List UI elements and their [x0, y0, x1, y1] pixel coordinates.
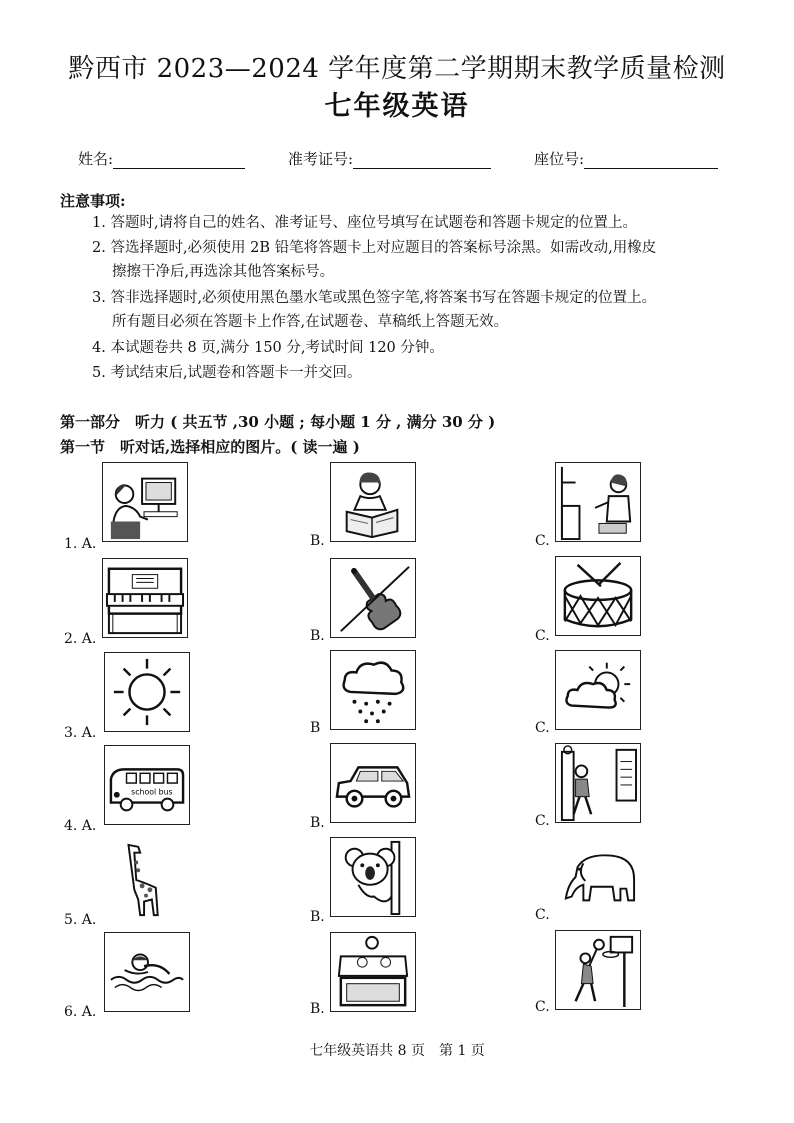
q5-c-label: C. [535, 907, 550, 923]
exam-number-label: 准考证号: [288, 150, 354, 168]
notice-item-3: 3. 答非选择题时,必须使用黑色墨水笔或黑色签字笔,将答案书写在答题卡规定的位置上。 [92, 290, 657, 306]
q2-a-label: 2. A. [64, 631, 97, 647]
q5-a-label: 5. A. [64, 912, 97, 928]
q1-a-label: 1. A. [64, 536, 97, 552]
student-info-fields [78, 148, 738, 170]
q2-b-label: B. [310, 628, 325, 644]
page-subtitle: 七年级英语 [324, 91, 470, 122]
q4-c-label: C. [535, 813, 550, 829]
q1-c-label: C. [535, 533, 550, 549]
rain-cloud-icon[interactable] [330, 650, 416, 730]
notice-item-2-cont: 擦擦干净后,再选涂其他答案标号。 [112, 264, 335, 280]
giraffe-icon[interactable] [104, 840, 190, 920]
part1-title: 第一部分 听力 ( 共五节 ,30 小题 ; 每小题 1 分 , 满分 30 分 ) [60, 413, 496, 431]
q3-a-label: 3. A. [64, 725, 97, 741]
seat-number-label: 座位号: [534, 150, 585, 168]
car-icon[interactable] [330, 743, 416, 823]
seat-number-field[interactable] [534, 148, 718, 169]
q2-c-label: C. [535, 628, 550, 644]
page-footer: 七年级英语共 8 页 第 1 页 [309, 1043, 485, 1059]
violin-icon[interactable] [330, 558, 416, 638]
q5-b-label: B. [310, 909, 325, 925]
school-bus-icon[interactable] [104, 745, 190, 825]
piano-icon[interactable] [102, 558, 188, 638]
sun-icon[interactable] [104, 652, 190, 732]
q1-b-label: B. [310, 533, 325, 549]
person-at-desk-icon[interactable] [555, 462, 641, 542]
notice-item-2: 2. 答选择题时,必须使用 2B 铅笔将答题卡上对应题目的答案标号涂黑。如需改动,用橡皮 [92, 240, 657, 256]
tv-watching-icon[interactable] [330, 932, 416, 1012]
q3-c-label: C. [535, 720, 550, 736]
section1-title: 第一节 听对话,选择相应的图片。( 读一遍 ) [60, 438, 360, 456]
notice-item-5: 5. 考试结束后,试题卷和答题卡一并交回。 [92, 365, 362, 381]
notice-title: 注意事项: [60, 192, 126, 210]
koala-icon[interactable] [330, 837, 416, 917]
q6-c-label: C. [535, 999, 550, 1015]
q3-b-label: B [310, 720, 321, 736]
notice-item-4: 4. 本试题卷共 8 页,满分 150 分,考试时间 120 分钟。 [92, 340, 444, 356]
q6-a-label: 6. A. [64, 1004, 97, 1020]
notice-item-3-cont: 所有题目必须在答题卡上作答,在试题卷、草稿纸上答题无效。 [112, 314, 509, 330]
q6-b-label: B. [310, 1001, 325, 1017]
sun-behind-cloud-icon[interactable] [555, 650, 641, 730]
page-title: 黔西市 2023—2024 学年度第二学期期末教学质量检测 [68, 54, 726, 84]
reading-woman-icon[interactable] [330, 462, 416, 542]
q4-b-label: B. [310, 815, 325, 831]
name-label: 姓名: [78, 150, 114, 168]
basketball-player-icon[interactable] [555, 930, 641, 1010]
exam-number-field[interactable] [288, 148, 491, 169]
notice-item-1: 1. 答题时,请将自己的姓名、准考证号、座位号填写在试题卷和答题卡规定的位置上。 [92, 215, 638, 231]
computer-user-icon[interactable] [102, 462, 188, 542]
elephant-icon[interactable] [555, 837, 641, 917]
q4-a-label: 4. A. [64, 818, 97, 834]
drum-icon[interactable] [555, 556, 641, 636]
name-field[interactable] [78, 148, 245, 169]
bus-text: school bus [131, 787, 173, 797]
walking-boy-icon[interactable] [555, 743, 641, 823]
swimmer-icon[interactable] [104, 932, 190, 1012]
